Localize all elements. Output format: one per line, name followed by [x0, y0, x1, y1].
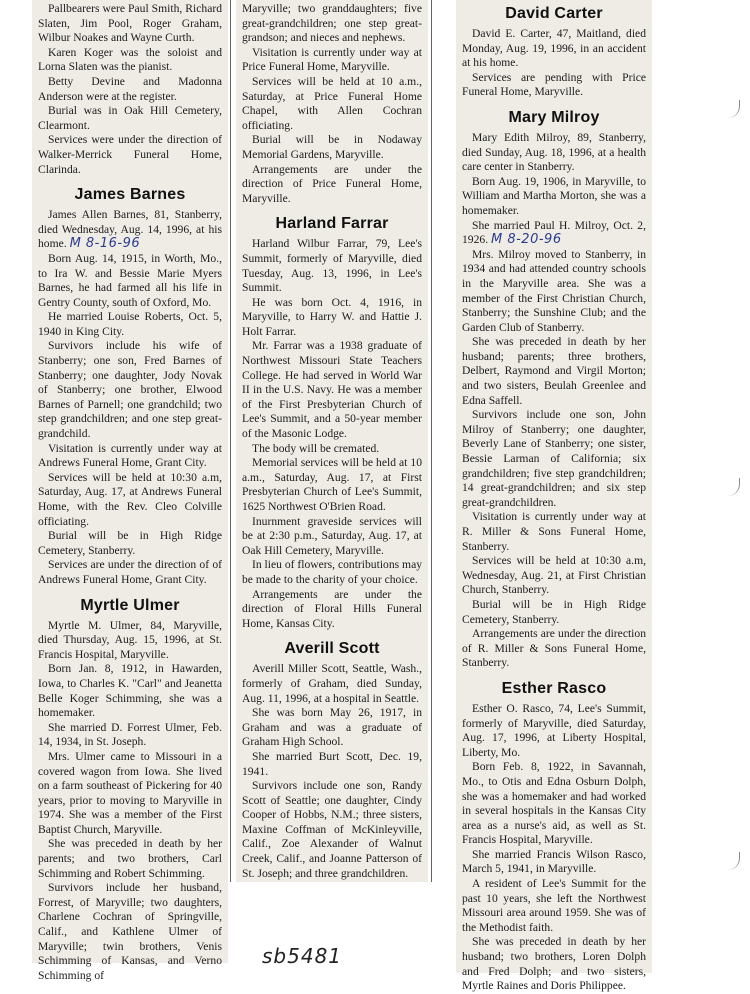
obituary-paragraph: [462, 335, 646, 408]
obituary-paragraph: [38, 2, 222, 46]
column-rule: [431, 0, 432, 882]
paragraph-text: Survivors include one son, John Milroy of Stanberry; one daughter, Beverly Lane of Stanberry; one sister, Bessie Larman of California; six grandchildren; five step grandchildren; 14 great-grandchildren; and six step great-grandchildren.: [462, 408, 646, 509]
paragraph-text: Mrs. Ulmer came to Missouri in a covered wagon from Iowa. She lived on a farm southeast of Pickering for 40 years, prior to moving to Maryville in 1974. She was a member of the First Baptist Church, Maryville.: [38, 749, 222, 836]
obituary-section: [462, 680, 646, 994]
paragraph-text: Mary Edith Milroy, 89, Stanberry, died Sunday, Aug. 18, 1996, at a health care center in Stanberry.: [462, 130, 646, 174]
paragraph-text: Arrangements are under the direction of R. Miller & Sons Funeral Home, Stanberry.: [462, 627, 646, 670]
paragraph-text: Karen Koger was the soloist and Lorna Slaten was the pianist.: [38, 45, 222, 74]
paragraph-text: Pallbearers were Paul Smith, Richard Slaten, Jim Pool, Roger Graham, Wilbur Noakes and Wayne Curth.: [38, 2, 222, 45]
paragraph-text: Survivors include his wife of Stanberry; one son, Fred Barnes of Stanberry; one daughter, Jody Novak of Stanberry; one brother, Elwood Barnes of Parnell; one grandchild; two step grandchildren; and one step great-grandchild.: [38, 339, 222, 441]
paragraph-text: She married Francis Wilson Rasco, March 5, 1941, in Maryville.: [462, 847, 646, 876]
obituary-paragraph: [462, 27, 646, 71]
obituary-paragraph: [242, 133, 422, 162]
obituary-paragraph: [38, 721, 222, 750]
handwritten-date-note: M 8-20-96: [491, 232, 562, 248]
paragraph-text: The body will be cremated.: [252, 441, 380, 455]
obituary-paragraph: [242, 163, 422, 207]
obituary-heading: David Carter: [505, 5, 603, 22]
page-edge-mark: [725, 852, 740, 870]
obituary-paragraph: [242, 2, 422, 46]
obituary-paragraph: [462, 760, 646, 848]
obituary-paragraph: [38, 46, 222, 75]
obituary-section: [462, 5, 646, 100]
paragraph-text: Harland Wilbur Farrar, 79, Lee's Summit, formerly of Maryville, died Tuesday, Aug. 13, 1996, in Lee's Summit.: [242, 237, 422, 295]
paragraph-text: Born Jan. 8, 1912, in Hawarden, Iowa, to Charles K. "Carl" and Jeanetta Belle Koger Schimming, she was a homemaker.: [38, 662, 222, 720]
paragraph-text: Born Aug. 14, 1915, in Worth, Mo., to Ira W. and Bessie Marie Myers Barnes, he had farmed all his life in Gentry County, south of Oxford, Mo.: [38, 251, 222, 309]
paragraph-text: Services will be held at 10 a.m., Saturday, at Price Funeral Home Chapel, with Allen Cochran officiating.: [242, 74, 422, 132]
obituary-section: [462, 109, 646, 671]
paragraph-text: Survivors include one son, Randy Scott of Seattle; one daughter, Cindy Cooper of Hobbs, N.M.; three sisters, Maxine Coffman of McKinleyville, Calif., Zoe Alexander of Walnut Creek, Calif., and Joanne Patterson of St. Joseph; and three grandchildren.: [242, 779, 422, 880]
obituary-heading: Averill Scott: [284, 640, 380, 658]
obituary-paragraph: [38, 881, 222, 983]
obituary-paragraph: [38, 339, 222, 441]
obituary-paragraph: [38, 442, 222, 471]
paragraph-text: Averill Miller Scott, Seattle, Wash., formerly of Graham, died Sunday, Aug. 11, 1996, at a hospital in Seattle.: [242, 662, 422, 705]
obituary-heading: James Barnes: [74, 186, 186, 204]
obituary-paragraph: [242, 237, 422, 295]
paragraph-text: David E. Carter, 47, Maitland, died Monday, Aug. 19, 1996, in an accident at his home.: [462, 27, 646, 70]
obituary-paragraph: [38, 619, 222, 663]
obituary-heading: Mary Milroy: [508, 108, 600, 126]
obituary-section: [38, 597, 222, 984]
paragraph-text: He was born Oct. 4, 1916, in Maryville, to Harry W. and Hattie J. Holt Farrar.: [242, 295, 422, 338]
paragraph-text: Visitation is currently under way at R. Miller & Sons Funeral Home, Stanberry.: [462, 510, 646, 553]
paragraph-text: Services were under the direction of Walker-Merrick Funeral Home, Clarinda.: [38, 133, 222, 176]
obituary-paragraph: [462, 71, 646, 100]
column-1: [32, 0, 228, 982]
paragraph-text: Services will be held at 10:30 a.m, Wednesday, Aug. 21, at First Christian Church, Stanberry.: [462, 554, 646, 597]
obituary-paragraph: [462, 702, 646, 760]
paragraph-text: Arrangements are under the direction of Floral Hills Funeral Home, Kansas City.: [242, 587, 422, 630]
obituary-paragraph: [38, 558, 222, 587]
obituary-paragraph: [242, 339, 422, 441]
paragraph-text: Burial will be in High Ridge Cemetery, Stanberry.: [38, 529, 222, 557]
obituary-paragraph: [462, 598, 646, 627]
obituary-paragraph: [242, 515, 422, 559]
obituary-paragraph: [38, 750, 222, 838]
obituary-paragraph: [462, 131, 646, 175]
handwritten-catalog-number: sb5481: [262, 944, 343, 968]
obituary-paragraph: [462, 175, 646, 219]
obituary-paragraph: [462, 219, 646, 248]
obituary-paragraph: [38, 471, 222, 529]
obituary-paragraph: [38, 310, 222, 339]
paragraph-text: Born Feb. 8, 1922, in Savannah, Mo., to Otis and Edna Osburn Dolph, she was a homemaker and had worked in several hospitals in the Kansas City area as a nurse's aid, as well as St. Francis Hospital, Maryville.: [462, 760, 646, 847]
paragraph-text: Born Aug. 19, 1906, in Maryville, to William and Martha Morton, she was a homemaker.: [462, 174, 646, 217]
obituary-paragraph: [38, 837, 222, 881]
paragraph-text: She was preceded in death by her husband; two brothers, Loren Dolph and Fred Dolph; and two sisters, Myrtle Raines and Doris Philippee.: [462, 935, 646, 993]
paragraph-text: Burial will be in High Ridge Cemetery, Stanberry.: [462, 597, 646, 626]
paragraph-text: James Allen Barnes, 81, Stanberry, died Wednesday, Aug. 14, 1996, at his home.: [38, 208, 222, 251]
paragraph-text: She was born May 26, 1917, in Graham and was a graduate of Graham High School.: [242, 706, 422, 749]
obituary-paragraph: [462, 248, 646, 336]
obituary-section: [242, 2, 422, 206]
paragraph-text: She was preceded in death by her parents; and two brothers, Carl Schimming and Robert Schimming.: [38, 837, 222, 880]
obituary-paragraph: [242, 706, 422, 750]
paragraph-text: Survivors include her husband, Forrest, of Maryville; two daughters, Charlene Cochran of Springville, Calif., and Kathlene Ulmer of Maryville; twin brothers, Venis Schimming of Kansas, and Verno Schimming of: [38, 881, 222, 982]
obituary-paragraph: [242, 296, 422, 340]
paragraph-text: She married Paul H. Milroy, Oct. 2, 1926.: [462, 218, 646, 247]
column-rule: [230, 0, 231, 882]
paragraph-text: Burial was in Oak Hill Cemetery, Clearmont.: [38, 104, 222, 132]
paragraph-text: Esther O. Rasco, 74, Lee's Summit, formerly of Maryville, died Saturday, Aug. 17, 1996, at Liberty Hospital, Liberty, Mo.: [462, 701, 646, 759]
paragraph-text: She married Burt Scott, Dec. 19, 1941.: [242, 749, 422, 778]
paragraph-text: Burial will be in Nodaway Memorial Gardens, Maryville.: [242, 133, 422, 161]
paragraph-text: Services are pending with Price Funeral Home, Maryville.: [462, 70, 646, 99]
obituary-paragraph: [462, 554, 646, 598]
paragraph-text: Arrangements are under the direction of Price Funeral Home, Maryville.: [242, 162, 422, 205]
obituary-paragraph: [38, 208, 222, 252]
obituary-paragraph: [242, 662, 422, 706]
obituary-paragraph: [38, 529, 222, 558]
obituary-paragraph: [242, 588, 422, 632]
handwritten-date-note: M 8-16-96: [69, 236, 141, 252]
paragraph-text: Visitation is currently under way at Andrews Funeral Home, Grant City.: [38, 441, 222, 470]
paragraph-text: Inurnment graveside services will be at 2:30 p.m., Saturday, Aug. 17, at Oak Hill Cemetery, Maryville.: [242, 514, 422, 557]
obituary-paragraph: [38, 662, 222, 720]
obituary-paragraph: [242, 779, 422, 881]
obituary-paragraph: [462, 848, 646, 877]
paragraph-text: Visitation is currently under way at Price Funeral Home, Maryville.: [242, 45, 422, 74]
obituary-section: [38, 186, 222, 587]
obituary-paragraph: [462, 935, 646, 993]
paragraph-text: Services will be held at 10:30 a.m, Saturday, Aug. 17, at Andrews Funeral Home, with the Rev. Cleo Colville officiating.: [38, 470, 222, 528]
obituary-paragraph: [38, 252, 222, 310]
obituary-paragraph: [242, 75, 422, 133]
obituary-section: [242, 640, 422, 881]
obituary-section: [38, 2, 222, 177]
obituary-paragraph: [242, 558, 422, 587]
obituary-paragraph: [242, 750, 422, 779]
obituary-paragraph: [462, 408, 646, 510]
obituary-section: [242, 215, 422, 631]
paragraph-text: Services are under the direction of of Andrews Funeral Home, Grant City.: [38, 558, 222, 586]
obituary-heading: Esther Rasco: [501, 679, 607, 697]
paragraph-text: Memorial services will be held at 10 a.m., Saturday, Aug. 17, at First Presbyterian Church of Lee's Summit, 1625 Northwest O'Brien Road.: [242, 456, 422, 513]
obituary-paragraph: [242, 456, 422, 514]
obituary-paragraph: [462, 627, 646, 671]
obituary-paragraph: [242, 46, 422, 75]
obituary-paragraph: [38, 133, 222, 177]
obituary-paragraph: [462, 510, 646, 554]
page-edge-mark: [725, 478, 740, 496]
page-edge-mark: [725, 100, 740, 118]
obituary-paragraph: [462, 877, 646, 935]
paragraph-text: She married D. Forrest Ulmer, Feb. 14, 1934, in St. Joseph.: [38, 720, 222, 749]
paragraph-text: Mr. Farrar was a 1938 graduate of Northwest Missouri State Teachers College. He had served in World War II in the U.S. Navy. He was a member of the First Presbyterian Church of Lee's Summit, and a 50-year member of the Masonic Lodge.: [242, 339, 422, 441]
paragraph-text: In lieu of flowers, contributions may be made to the charity of your choice.: [242, 558, 423, 586]
paragraph-text: Mrs. Milroy moved to Stanberry, in 1934 and had attended country schools in the Maryville area. She was a member of the First Christian Church, Stanberry; the Sunshine Club; and the Garden Club of Stanberry.: [462, 247, 646, 334]
obituary-paragraph: [38, 104, 222, 133]
paragraph-text: A resident of Lee's Summit for the past 10 years, she left the Northwest Missouri area around 1959. She was of the Methodist faith.: [462, 877, 646, 934]
obituary-paragraph: [242, 442, 422, 457]
paragraph-text: He married Louise Roberts, Oct. 5, 1940 in King City.: [38, 310, 222, 338]
paragraph-text: Maryville; two granddaughters; five great-grandchildren; one step great-grandson; and nieces and nephews.: [242, 2, 422, 45]
paragraph-text: She was preceded in death by her husband; parents; three brothers, Delbert, Raymond and Virgil Morton; and two sisters, Beulah Greenlee and Edna Saffell.: [462, 335, 646, 407]
paragraph-text: Betty Devine and Madonna Anderson were at the register.: [38, 74, 222, 103]
paragraph-text: Myrtle M. Ulmer, 84, Maryville, died Thursday, Aug. 15, 1996, at St. Francis Hospital, Maryville.: [38, 618, 222, 661]
obituary-heading: Myrtle Ulmer: [80, 596, 180, 614]
obituary-paragraph: [38, 75, 222, 104]
obituary-heading: Harland Farrar: [275, 215, 389, 233]
column-3: [456, 0, 652, 993]
column-2: [236, 0, 428, 882]
